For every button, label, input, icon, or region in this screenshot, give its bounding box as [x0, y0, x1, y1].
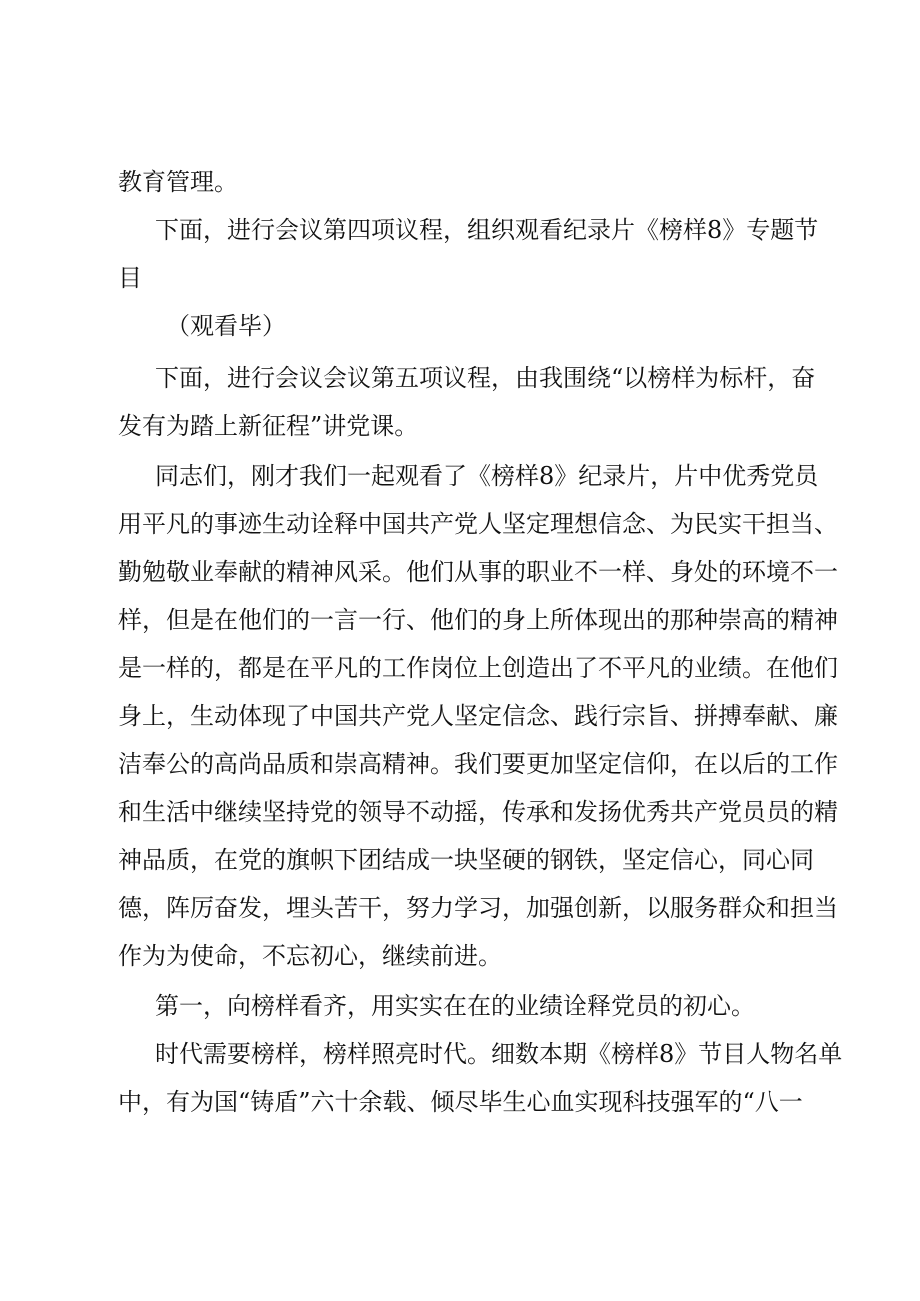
text-line: 洁奉公的高尚品质和崇高精神。我们要更加坚定信仰，在以后的工作 — [118, 750, 838, 778]
text-line: 教育管理。 — [118, 168, 238, 196]
section-heading: 第一，向榜样看齐，用实实在在的业绩诠释党员的初心。 — [155, 992, 755, 1020]
text-line: 样，但是在他们的一言一行、他们的身上所体现出的那种崇高的精神 — [118, 606, 838, 634]
text-line: （观看毕） — [166, 312, 286, 340]
text-line: 下面，进行会议会议第五项议程，由我围绕“以榜样为标杆，奋 — [155, 364, 816, 392]
text-line: 中，有为国“铸盾”六十余载、倾尽毕生心血实现科技强军的“八一 — [118, 1088, 803, 1116]
text-line: 是一样的，都是在平凡的工作岗位上创造出了不平凡的业绩。在他们 — [118, 654, 838, 682]
text-line: 用平凡的事迹生动诠释中国共产党人坚定理想信念、为民实干担当、 — [118, 510, 838, 538]
text-line: 目 — [118, 264, 142, 292]
text-line: 下面，进行会议第四项议程，组织观看纪录片《榜样8》专题节 — [155, 216, 819, 244]
text-line: 身上，生动体现了中国共产党人坚定信念、践行宗旨、拼搏奉献、廉 — [118, 702, 838, 730]
text-line: 作为为使命，不忘初心，继续前进。 — [118, 942, 502, 970]
text-line: 德，阵厉奋发，埋头苦干，努力学习，加强创新，以服务群众和担当 — [118, 894, 838, 922]
text-line: 发有为踏上新征程”讲党课。 — [118, 412, 419, 440]
text-line: 和生活中继续坚持党的领导不动摇，传承和发扬优秀共产党员员的精 — [118, 798, 838, 826]
text-line: 时代需要榜样，榜样照亮时代。细数本期《榜样8》节目人物名单 — [155, 1040, 843, 1068]
text-line: 神品质，在党的旗帜下团结成一块坚硬的钢铁，坚定信心，同心同 — [118, 846, 814, 874]
text-line: 勤勉敬业奉献的精神风采。他们从事的职业不一样、身处的环境不一 — [118, 558, 838, 586]
text-line: 同志们，刚才我们一起观看了《榜样8》纪录片，片中优秀党员 — [155, 462, 819, 490]
